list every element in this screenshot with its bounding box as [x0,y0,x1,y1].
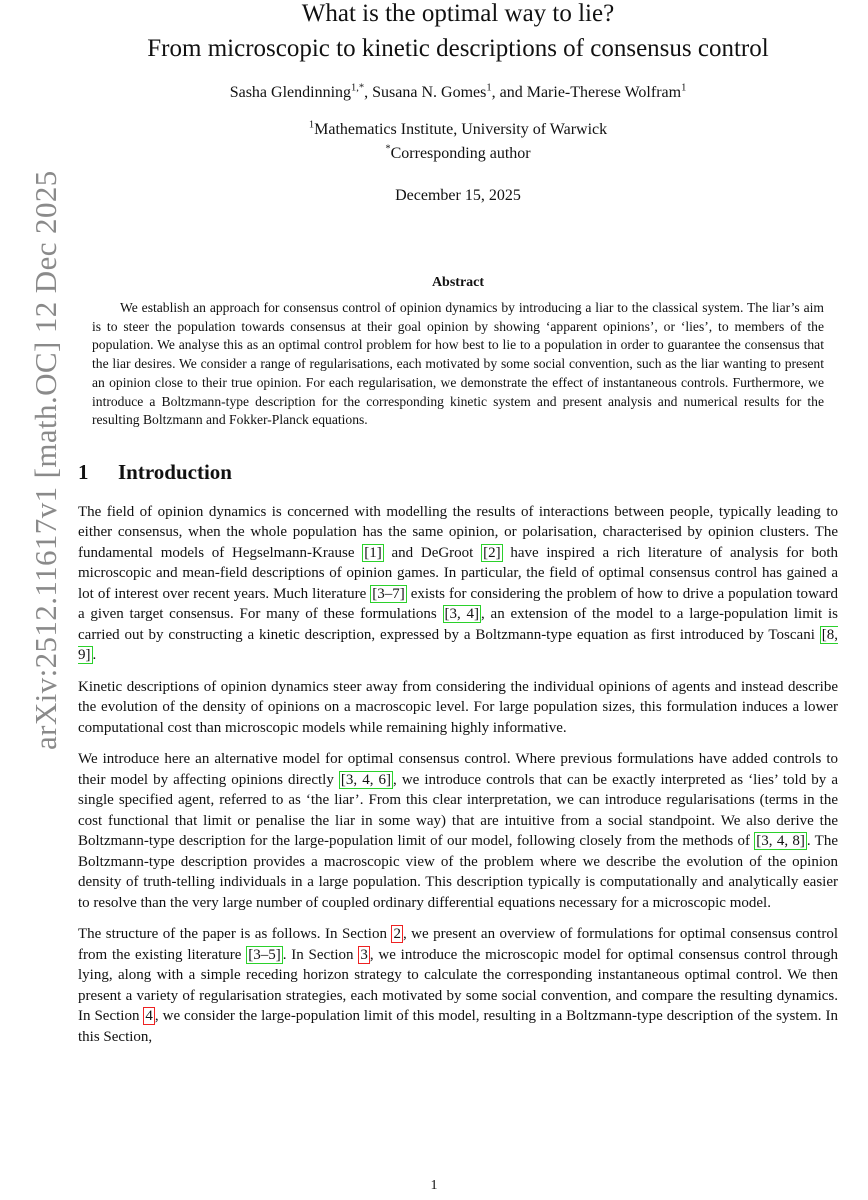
section-reference-link[interactable]: 4 [145,1008,153,1025]
corresponding-text: Corresponding author [390,145,531,162]
citation-link[interactable]: [3–7] [372,585,405,602]
author-affiliation-mark: 1 [681,82,687,94]
body-paragraph [78,677,838,739]
citation-link[interactable]: [3–5] [248,946,281,963]
paragraph-text: Kinetic descriptions of opinion dynamics steer away from considering the individual opinions of agents and instead describe the evolution of the density of opinions on a macroscopic level. For large population sizes, this formulation induces a lower computational cost than microscopic models while remaining highly informative. [78,678,838,736]
author-separator: , [364,84,373,101]
corresponding-mark: * [385,143,391,155]
paragraph-text: , we present an overview of formulations for optimal consensus control from the existing literature [78,926,839,963]
paragraph-text: . [92,647,97,664]
section-title: Introduction [118,459,232,484]
author-name: Marie-Therese Wolfram [526,84,682,101]
affiliation-block [78,118,838,166]
section-reference-link[interactable]: 2 [393,926,401,943]
author-affiliation-mark: 1,* [351,82,365,94]
citation-link[interactable]: [3, 4] [444,606,480,623]
section-number: 1 [78,459,89,484]
author-name: Sasha Glendinning [229,84,352,101]
affiliation-text: Mathematics Institute, University of Warwick [314,121,608,138]
body-paragraph [78,502,838,666]
section-heading [78,460,838,485]
paper-page [78,0,838,1047]
arxiv-identifier-stamp: arXiv:2512.11617v1 [math.OC] 12 Dec 2025 [28,170,63,750]
abstract-heading: Abstract [431,275,485,290]
paragraph-text: exists for considering the problem of how to drive a population toward a given target consensus. For many of these formulations [78,585,838,623]
author-list [78,84,838,102]
paragraph-text: . In Section [282,946,359,963]
paragraph-text: The structure of the paper is as follows. In Section [78,926,392,943]
title-line-2: From microscopic to kinetic descriptions of consensus control [147,35,769,62]
paragraph-text: , we consider the large-population limit of this model, resulting in a Boltzmann-type description of the system. In this Section, [78,1008,838,1045]
paragraph-text: We introduce here an alternative model for optimal consensus control. Where previous formulations have added controls to their model by affecting opinions directly [78,751,838,788]
publication-date: December 15, 2025 [395,187,521,204]
paragraph-text: , we introduce the microscopic model for optimal consensus control through lying, along with a simple receding horizon strategy to calculate the corresponding instantaneous optimal control. We then present a variety of regularisation strategies, each motivated by some social convention, and compare the resulting dynamics. In Section [78,946,838,1025]
body-paragraph [78,749,838,913]
paper-title [78,0,838,66]
paragraph-text: . The Boltzmann-type description provides a macroscopic view of the problem where we describe the evolution of the opinion density of truth-telling individuals in a large population. This description typically is computationally and analytically easier to resolve than the very large number of coupled ordinary differential equations necessary for a microscopic model. [78,833,838,911]
paragraph-text: , an extension of the model to a large-population limit is carried out by constructing a kinetic description, expressed by a Boltzmann-type equation as first introduced by Toscani [78,606,838,643]
author-affiliation-mark: 1 [486,82,492,94]
abstract [92,275,824,430]
citation-link[interactable]: [3, 4, 8] [756,833,805,850]
author-name: Susana N. Gomes [372,84,487,101]
body-paragraph [78,924,838,1047]
abstract-text: We establish an approach for consensus control of opinion dynamics by introducing a liar to the classical system. The liar’s aim is to steer the population towards consensus at their goal opinion by showing ‘apparent opinions’, or ‘lies’, to members of the population. We analyse this as an optimal control problem for how best to lie to a population in order to guarantee the consensus that the liar desires. We consider a range of regularisations, each motivated by some social convention, such as the liar wanting to present an opinion close to their true opinion. For each regularisation, we demonstrate the effect of instantaneous controls. Furthermore, we introduce a Boltzmann-type description for the corresponding kinetic system and present analysis and numerical results for the resulting Boltzmann and Fokker-Planck equations. [92,300,824,428]
page-number: 1 [430,1178,438,1193]
title-line-1: What is the optimal way to lie? [301,0,615,27]
affiliation-line [78,118,838,142]
paragraph-text: have inspired a rich literature of analysis for both microscopic and mean-field descriptions of opinion games. In particular, the field of optimal consensus control has gained a lot of interest over recent years. Much literature [78,544,838,602]
paragraph-text: The field of opinion dynamics is concerned with modelling the results of interactions between people, typically leading to either consensus, when the whole population has the same opinion, or polarisation, characterised by opinion clusters. The fundamental models of Hegselmann-Krause [78,503,838,561]
citation-link[interactable]: [2] [483,544,501,561]
author-separator: , and [491,84,527,101]
section-reference-link[interactable]: 3 [360,946,368,963]
paragraph-text: , we introduce controls that can be exactly interpreted as ‘lies’ told by a single specified agent, referred to as ‘the liar’. From this clear interpretation, we can introduce regularisations (terms in the cost functional that limit or penalise the liar in some way) that are intuitive from a social standpoint. We also derive the Boltzmann-type description for the large-population limit of our model, following closely from the methods of [78,771,838,850]
paragraph-text: and DeGroot [383,544,482,561]
affiliation-mark: 1 [308,119,315,131]
citation-link[interactable]: [8, 9] [78,626,838,664]
citation-link[interactable]: [3, 4, 6] [340,771,392,788]
citation-link[interactable]: [1] [364,544,382,561]
corresponding-author-note [78,142,838,166]
